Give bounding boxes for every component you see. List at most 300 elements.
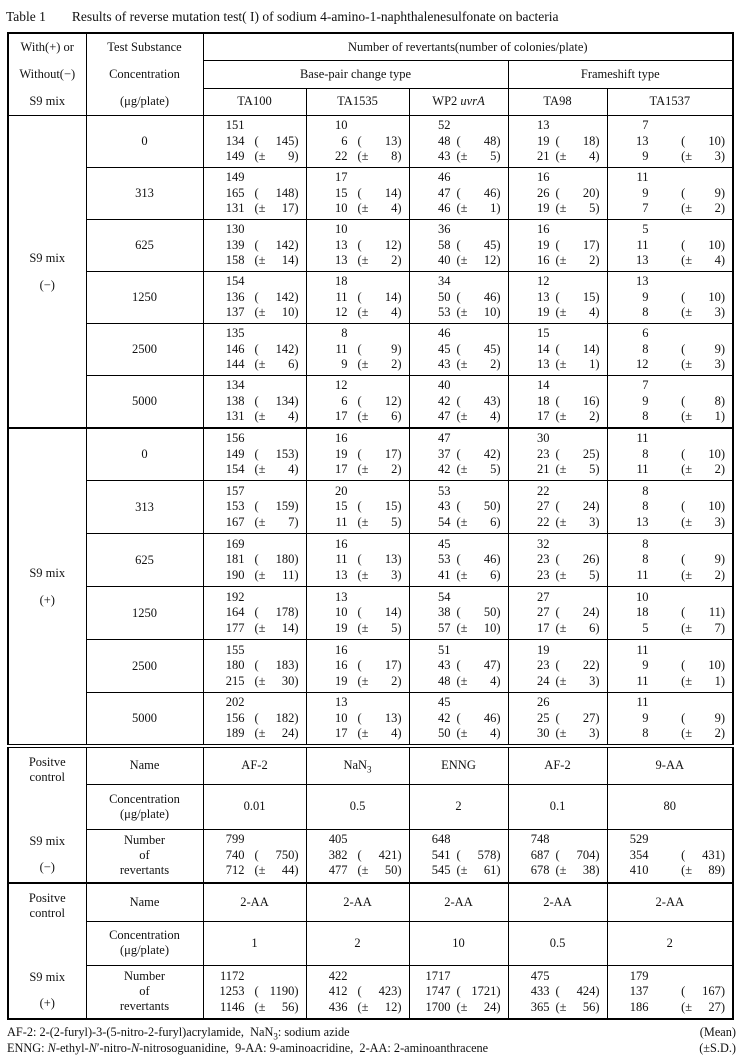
- revertant-cell: [508, 272, 607, 324]
- revertant-line: [522, 621, 600, 637]
- revertant-cell: [203, 428, 306, 481]
- dose-row: [8, 376, 733, 428]
- revertant-value: 13: [335, 237, 348, 252]
- revertant-line: [621, 447, 726, 463]
- paren-number: 18: [582, 133, 596, 148]
- revertant-line: [621, 149, 726, 165]
- revertant-cell: [306, 116, 409, 168]
- paren-number: 178: [275, 605, 295, 620]
- header-concentration-line: Test Substance: [107, 40, 182, 54]
- revertant-line: [522, 605, 600, 621]
- paren-value: ( 12 ): [357, 237, 402, 252]
- revertant-value: 48: [438, 673, 451, 688]
- revertant-value: 146: [225, 341, 245, 356]
- control-substance-name: [607, 883, 733, 922]
- concentration-label: [86, 921, 203, 966]
- header-base-pair-type: Base-pair change type: [203, 61, 508, 89]
- revertant-cell-content: [608, 969, 733, 1016]
- revertant-line: [320, 499, 402, 515]
- dose-row: [8, 324, 733, 376]
- revertant-value: 30: [537, 431, 550, 445]
- revertant-line: [217, 431, 299, 447]
- paren-value: ( ± 6 ): [357, 409, 402, 423]
- revertant-cell-content: [608, 118, 733, 165]
- revertant-value: 19: [537, 237, 550, 252]
- revertant-line: [320, 568, 402, 584]
- paren-number: 42: [483, 446, 497, 461]
- footnotes: [7, 1024, 736, 1056]
- revertant-line: [621, 1000, 726, 1016]
- revertant-value: 40: [438, 253, 451, 268]
- paren-number: 2: [391, 357, 398, 372]
- revertant-line: [217, 118, 299, 134]
- revertant-line: [621, 431, 726, 447]
- header-s9-line: Without(−): [19, 67, 76, 81]
- revertant-cell: [508, 376, 607, 428]
- plus-minus-sign: ±: [460, 514, 468, 529]
- revertant-cell: [306, 640, 409, 693]
- plus-minus-sign: ±: [258, 514, 266, 529]
- paren-number: 9: [714, 710, 721, 725]
- revertant-value: 9: [642, 185, 649, 200]
- revertant-value: 169: [225, 536, 245, 551]
- paren-value: ( ± 17 ): [254, 201, 299, 216]
- revertant-line: [320, 848, 402, 864]
- revertant-value: 134: [225, 378, 245, 392]
- plus-minus-sign: ±: [258, 673, 266, 688]
- revertant-line: [217, 186, 299, 202]
- paren-value: ( 750 ): [254, 847, 299, 862]
- revertant-value: 144: [225, 357, 245, 372]
- revertant-value: 1700: [425, 999, 451, 1014]
- concentration-value: 0: [86, 116, 203, 168]
- revertant-value: 12: [636, 357, 649, 372]
- revertant-line: [217, 695, 299, 711]
- revertant-value: 10: [636, 589, 649, 604]
- revertant-value: 16: [537, 222, 550, 237]
- revertant-value: 186: [629, 999, 649, 1014]
- revertant-line: [621, 568, 726, 584]
- revertant-cell: [508, 168, 607, 220]
- revertant-value: 20: [335, 483, 348, 498]
- paren-number: 5: [589, 201, 596, 216]
- footnote-text: -ethyl-: [55, 1040, 89, 1055]
- revertant-line: [522, 568, 600, 584]
- paren-number: 578: [477, 847, 497, 862]
- revertant-value: 687: [530, 847, 550, 862]
- paren-value: ( 46 ): [456, 289, 501, 304]
- revertant-cell-content: [509, 590, 607, 637]
- plus-minus-sign: ±: [685, 357, 693, 372]
- paren-value: ( ± 5 ): [555, 201, 600, 216]
- plus-minus-sign: ±: [361, 863, 369, 878]
- footnote-text: : sodium azide: [277, 1024, 350, 1039]
- revertant-cell-content: [410, 222, 508, 269]
- concentration-value: 313: [86, 168, 203, 220]
- revertant-value: 545: [431, 863, 451, 878]
- paren-number: 431: [702, 847, 721, 862]
- revertant-cell: [508, 481, 607, 534]
- revertant-cell-content: [410, 378, 508, 425]
- paren-number: 159: [275, 499, 295, 514]
- revertant-value: 131: [225, 409, 245, 423]
- revertant-value: 19: [537, 201, 550, 216]
- paren-number: 4: [490, 409, 497, 423]
- paren-number: 12: [384, 999, 398, 1014]
- concentration-value: 0: [86, 428, 203, 481]
- plus-minus-sign: ±: [361, 673, 369, 688]
- paren-value: ( 27 ): [555, 710, 600, 725]
- revertant-cell-content: [204, 969, 306, 1016]
- concentration-label: [86, 784, 203, 829]
- revertant-line: [522, 848, 600, 864]
- plus-minus-sign: ±: [361, 409, 369, 423]
- paren-number: 50: [384, 863, 398, 878]
- header-row-1: [8, 33, 733, 61]
- positive-control-concentration-row: [8, 921, 733, 966]
- revertant-value: 192: [225, 589, 245, 604]
- paren-number: 7: [714, 620, 721, 635]
- revertant-value: 16: [335, 431, 348, 445]
- positive-control-title: [9, 891, 86, 921]
- paren-value: ( ± 2 ): [357, 673, 402, 688]
- revertant-line: [320, 305, 402, 321]
- header-strain-ta100: TA100: [203, 88, 306, 116]
- paren-number: 750: [275, 847, 295, 862]
- dose-row: [8, 272, 733, 324]
- revertant-line: [423, 1000, 501, 1016]
- paren-number: 16: [582, 393, 596, 408]
- revertant-line: [522, 1000, 600, 1016]
- paren-value: ( ± 3 ): [555, 726, 600, 740]
- revertant-value: 22: [537, 514, 550, 529]
- control-substance-name: [409, 883, 508, 922]
- revertant-cell: [508, 829, 607, 882]
- revertant-value: 23: [537, 567, 550, 582]
- revertant-value: 8: [642, 341, 649, 356]
- paren-number: 5: [391, 514, 398, 529]
- paren-number: 12: [483, 253, 497, 268]
- revertant-line: [522, 484, 600, 500]
- paren-number: 10: [483, 305, 497, 320]
- paren-value: ( ± 2 ): [357, 357, 402, 372]
- paren-value: ( 10 ): [681, 499, 726, 514]
- paren-number: 4: [391, 201, 398, 216]
- positive-control-name-row: [8, 883, 733, 922]
- revertant-cell: [508, 534, 607, 587]
- revertant-line: [320, 590, 402, 606]
- revertant-line: [320, 832, 402, 848]
- revertant-value: 22: [335, 149, 348, 164]
- paren-number: 3: [714, 357, 721, 372]
- revertant-value: 47: [438, 409, 451, 423]
- revertant-value: 1146: [219, 999, 245, 1014]
- revertant-line: [621, 170, 726, 186]
- concentration-value: 5000: [86, 376, 203, 428]
- revertant-cell-content: [410, 274, 508, 321]
- paren-number: 15: [384, 499, 398, 514]
- revertant-cell-content: [204, 118, 306, 165]
- revertant-value: 50: [438, 289, 451, 304]
- paren-number: 14: [281, 253, 295, 268]
- revertant-value: 8: [642, 483, 649, 498]
- revertant-line: [621, 832, 726, 848]
- concentration-label-line: (μg/plate): [119, 943, 170, 958]
- paren-value: ( 20 ): [555, 185, 600, 200]
- paren-number: 12: [384, 393, 398, 408]
- revertant-line: [320, 537, 402, 553]
- revertant-line: [522, 238, 600, 254]
- revertant-value: 19: [335, 620, 348, 635]
- footnote-text: ′-nitro-: [96, 1040, 131, 1055]
- revertant-line: [621, 342, 726, 358]
- revertant-line: [423, 969, 501, 985]
- s9-mix-group-label: [9, 970, 86, 1011]
- revertant-value: 43: [438, 499, 451, 514]
- revertant-cell-content: [509, 537, 607, 584]
- paren-value: ( ± 56 ): [555, 999, 600, 1014]
- paren-value: ( 182 ): [254, 710, 299, 725]
- paren-value: ( ± 9 ): [254, 149, 299, 164]
- revertant-value: 1717: [425, 968, 451, 983]
- revertant-line: [217, 394, 299, 410]
- revertant-line: [621, 621, 726, 637]
- paren-value: ( ± 3 ): [681, 357, 726, 372]
- revertant-line: [217, 643, 299, 659]
- positive-control-body: [8, 746, 733, 1019]
- paren-value: ( 159 ): [254, 499, 299, 514]
- revertant-value: 11: [636, 170, 649, 185]
- paren-number: 4: [589, 149, 596, 164]
- header-concentration-line: Concentration: [109, 67, 180, 81]
- s9-mix-group-label: [8, 428, 86, 746]
- revertant-value: 382: [328, 847, 348, 862]
- paren-number: 6: [490, 514, 497, 529]
- paren-number: 2: [714, 201, 721, 216]
- plus-minus-sign: ±: [685, 462, 693, 476]
- paren-number: 3: [589, 726, 596, 740]
- revertant-line: [320, 605, 402, 621]
- revertant-line: [217, 832, 299, 848]
- revertant-cell: [508, 587, 607, 640]
- revertant-line: [423, 201, 501, 217]
- revertant-line: [423, 537, 501, 553]
- paren-value: ( 421 ): [357, 847, 402, 862]
- revertant-line: [217, 253, 299, 269]
- revertant-value: 11: [636, 695, 649, 709]
- revertant-line: [217, 290, 299, 306]
- paren-number: 56: [582, 999, 596, 1014]
- paren-number: 25: [582, 446, 596, 461]
- paren-number: 47: [483, 658, 497, 673]
- concentration-value: 5000: [86, 693, 203, 746]
- control-substance-name: [306, 746, 409, 785]
- paren-number: 17: [384, 446, 398, 461]
- revertant-line: [522, 118, 600, 134]
- revertant-line: [522, 674, 600, 690]
- subscript: 3: [367, 764, 372, 775]
- revertant-line: [217, 342, 299, 358]
- revertant-value: 34: [438, 274, 451, 289]
- revertant-cell: [409, 640, 508, 693]
- control-concentration-value: 0.5: [508, 921, 607, 966]
- revertant-cell: [508, 428, 607, 481]
- paren-value: ( ± 2 ): [555, 409, 600, 423]
- revertant-line: [423, 238, 501, 254]
- revertant-line: [522, 342, 600, 358]
- revertant-cell: [409, 116, 508, 168]
- paren-value: ( ± 2 ): [357, 253, 402, 268]
- dose-row: [8, 428, 733, 481]
- revertant-line: [522, 305, 600, 321]
- revertant-line: [320, 695, 402, 711]
- paren-value: ( 17 ): [357, 658, 402, 673]
- paren-value: ( 9 ): [681, 552, 726, 567]
- plus-minus-sign: ±: [460, 357, 468, 372]
- revertant-value: 189: [225, 726, 245, 740]
- revertant-line: [320, 170, 402, 186]
- revertant-line: [621, 484, 726, 500]
- footnote-mean-note: (Mean): [699, 1024, 736, 1039]
- paren-number: 423: [378, 984, 398, 999]
- revertant-cell: [607, 534, 733, 587]
- revertant-line: [423, 170, 501, 186]
- paren-number: 142: [275, 289, 295, 304]
- paren-value: ( ± 2 ): [681, 567, 726, 582]
- paren-number: 3: [391, 567, 398, 582]
- italic-text: N: [47, 1040, 56, 1055]
- s9-mix-group-label: [8, 116, 86, 428]
- revertant-value: 37: [438, 446, 451, 461]
- paren-value: ( ± 61 ): [456, 863, 501, 878]
- paren-value: ( ± 5 ): [357, 620, 402, 635]
- plus-minus-sign: ±: [559, 462, 567, 476]
- revertant-line: [621, 658, 726, 674]
- revertant-line: [621, 695, 726, 711]
- revertant-cell-content: [608, 326, 733, 373]
- revertant-line: [217, 515, 299, 531]
- paren-value: ( 9 ): [357, 341, 402, 356]
- paren-value: ( ± 4 ): [254, 462, 299, 476]
- revertant-value: 6: [341, 393, 348, 408]
- paren-number: 424: [576, 984, 596, 999]
- revertant-value: 12: [335, 378, 348, 392]
- paren-value: ( 167 ): [681, 984, 726, 999]
- revertant-line: [621, 305, 726, 321]
- revertant-value: 46: [438, 170, 451, 185]
- revertant-value: 8: [341, 326, 348, 341]
- paren-value: ( ± 3 ): [555, 673, 600, 688]
- table-title-text: Results of reverse mutation test( I) of sodium 4-amino-1-naphthalenesulfonate on bacteria: [71, 9, 559, 24]
- revertant-line: [320, 621, 402, 637]
- revertant-line: [423, 186, 501, 202]
- revertant-cell: [409, 534, 508, 587]
- paren-number: 9: [714, 341, 721, 356]
- revertant-cell: [607, 376, 733, 428]
- paren-number: 17: [281, 201, 295, 216]
- revertant-value: 10: [335, 118, 348, 133]
- paren-value: ( 45 ): [456, 341, 501, 356]
- revertant-line: [522, 726, 600, 742]
- revertant-value: 433: [530, 984, 550, 999]
- paren-number: 38: [582, 863, 596, 878]
- paren-number: 2: [391, 253, 398, 268]
- revertant-line: [621, 186, 726, 202]
- paren-value: ( ± 7 ): [254, 514, 299, 529]
- revertant-cell-content: [307, 484, 409, 531]
- plus-minus-sign: ±: [559, 620, 567, 635]
- revertant-line: [423, 552, 501, 568]
- revertant-cell: [508, 324, 607, 376]
- revertant-value: 13: [335, 695, 348, 709]
- paren-number: 15: [582, 289, 596, 304]
- revertant-value: 180: [225, 658, 245, 673]
- paren-number: 1: [589, 357, 596, 372]
- plus-minus-sign: ±: [559, 201, 567, 216]
- revertant-value: 11: [335, 552, 348, 567]
- revertant-cell-content: [307, 326, 409, 373]
- concentration-value: 625: [86, 220, 203, 272]
- control-name-text: NaN: [343, 758, 368, 773]
- revertant-cell: [409, 481, 508, 534]
- paren-number: 2: [490, 357, 497, 372]
- control-concentration-value: 2: [306, 921, 409, 966]
- revertant-cell-content: [410, 326, 508, 373]
- control-concentration-value: 0.01: [203, 784, 306, 829]
- revertant-value: 47: [438, 431, 451, 445]
- revertant-line: [621, 863, 726, 879]
- revertant-line: [320, 969, 402, 985]
- subscript: 3: [273, 1030, 278, 1041]
- revertant-line: [217, 499, 299, 515]
- paren-value: ( ± 3 ): [681, 149, 726, 164]
- revertant-cell-content: [204, 643, 306, 690]
- concentration-label-line: (μg/plate): [119, 806, 170, 821]
- footnote-text: ENNG:: [7, 1040, 48, 1055]
- revertant-line: [217, 848, 299, 864]
- control-concentration-value: 80: [607, 784, 733, 829]
- paren-number: 2: [391, 462, 398, 476]
- paren-number: 46: [483, 710, 497, 725]
- revertant-line: [423, 568, 501, 584]
- paren-number: 5: [589, 567, 596, 582]
- revertant-value: 410: [629, 863, 649, 878]
- header-s9-mix: [8, 33, 86, 116]
- paren-number: 10: [708, 499, 721, 514]
- plus-minus-sign: ±: [361, 201, 369, 216]
- paren-number: 26: [582, 552, 596, 567]
- revertant-value: 155: [225, 642, 245, 657]
- revertant-value: 30: [537, 726, 550, 740]
- plus-minus-sign: ±: [460, 673, 468, 688]
- revertant-value: 8: [642, 726, 649, 740]
- paren-number: 167: [702, 984, 721, 999]
- revertant-value: 11: [335, 289, 348, 304]
- plus-minus-sign: ±: [258, 305, 266, 320]
- paren-number: 6: [490, 567, 497, 582]
- paren-value: ( ± 10 ): [456, 305, 501, 320]
- revertant-line: [423, 222, 501, 238]
- paren-value: ( 8 ): [681, 393, 726, 408]
- revertant-value: 8: [642, 409, 649, 423]
- number-label-line: revertants: [119, 999, 170, 1014]
- paren-number: 17: [384, 658, 398, 673]
- revertant-line: [217, 658, 299, 674]
- revertant-line: [522, 515, 600, 531]
- revertant-line: [423, 621, 501, 637]
- revertant-cell-content: [509, 378, 607, 425]
- revertant-value: 529: [629, 832, 649, 847]
